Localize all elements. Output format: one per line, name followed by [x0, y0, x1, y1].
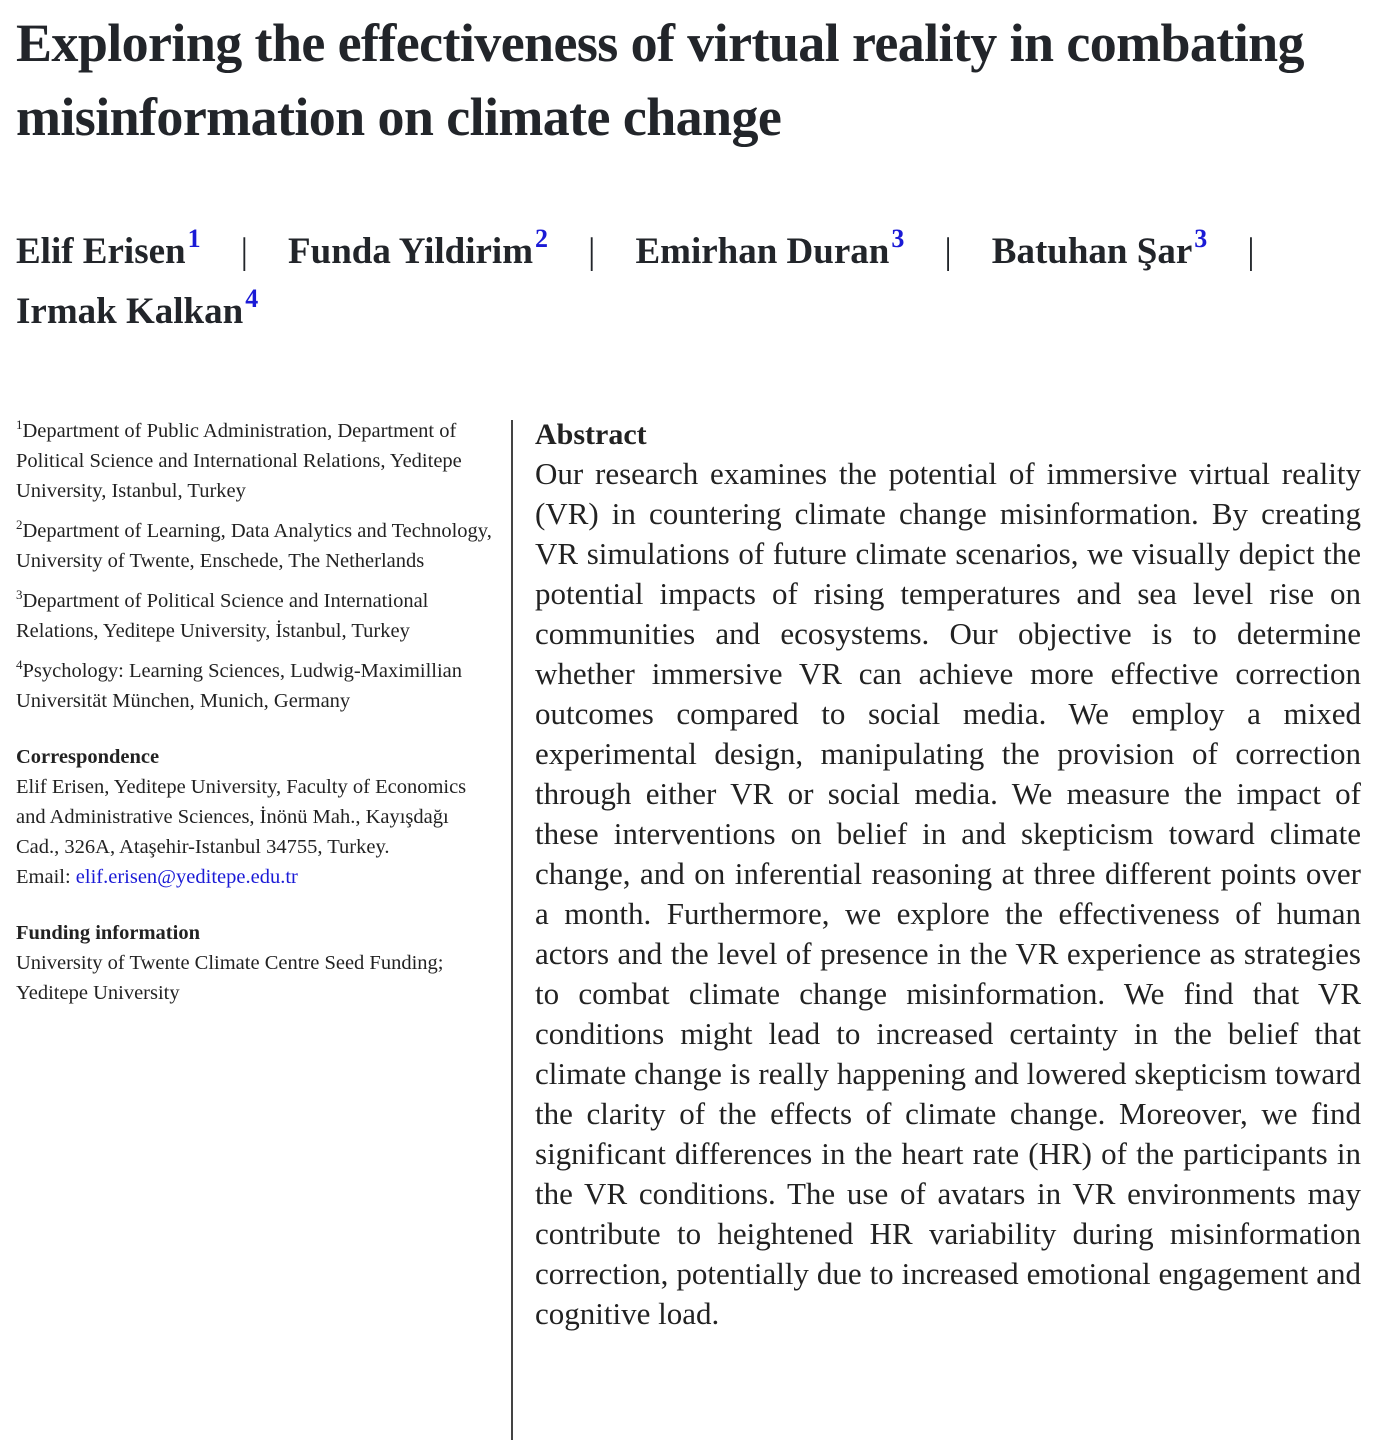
- affiliation-text: Department of Political Science and International Relations, Yeditepe University, İstanbul, Turkey: [16, 590, 429, 642]
- affiliation-number: 2: [16, 517, 23, 532]
- email-label: Email:: [16, 866, 71, 888]
- author-name: [288, 224, 549, 272]
- affiliation-entry: [16, 586, 496, 646]
- author-name-text: Elif Erisen: [16, 231, 186, 272]
- correspondence-heading: Correspondence: [16, 746, 160, 768]
- affiliation-number: 1: [16, 417, 23, 432]
- author-name: [16, 284, 259, 332]
- author-name: [991, 224, 1208, 272]
- author-name-text: Batuhan Şar: [991, 231, 1193, 272]
- abstract-text: Our research examines the potential of immersive virtual reality (VR) in countering climate change misinformation. By creating VR simulations of future climate scenarios, we visually depict the potential impacts of rising temperatures and sea level rise on communities and ecosystems. Our objective is to determine whether immersive VR can achieve more effective correction outcomes compared to social media. We employ a mixed experimental design, manipulating the provision of correction through either VR or social media. We measure the impact of these interventions on belief in and skepticism toward climate change, and on inferential reasoning at three different points over a month. Furthermore, we explore the effectiveness of human actors and the level of presence in the VR experience as strategies to combat climate change misinformation. We find that VR conditions might lead to increased certainty in the belief that climate change is really happening and lowered skepticism toward the clarity of the effects of climate change. Moreover, we find significant differences in the heart rate (HR) of the participants in the VR conditions. The use of avatars in VR environments may contribute to heightened HR variability during misinformation correction, potentially due to increased emotional engagement and cognitive load.: [535, 456, 1361, 1331]
- author-separator: |: [1247, 231, 1255, 272]
- affiliation-number: 3: [16, 587, 23, 602]
- affiliation-entry: [16, 516, 496, 576]
- author-name-text: Funda Yildirim: [288, 231, 534, 272]
- affiliation-marker[interactable]: 2: [535, 224, 549, 253]
- affiliation-entry: [16, 656, 496, 716]
- affiliation-text: Department of Public Administration, Department of Political Science and International Relations, Yeditepe University, Istanbul, Turkey: [16, 420, 462, 502]
- affiliation-marker[interactable]: 3: [891, 224, 905, 253]
- author-name-text: Irmak Kalkan: [16, 291, 244, 332]
- author-separator: |: [240, 231, 249, 272]
- paper-title: Exploring the effectiveness of virtual reality in combating misinformation on climate change: [16, 13, 1304, 147]
- correspondence-address: Elif Erisen, Yeditepe University, Faculty of Economics and Administrative Sciences, İnönü Mah., Kayışdağı Cad., 326A, Ataşehir-Istanbul 34755, Turkey.: [16, 776, 467, 858]
- author-list: [16, 222, 1386, 342]
- abstract-heading: Abstract: [535, 418, 647, 451]
- affiliation-text: Department of Learning, Data Analytics and Technology, University of Twente, Enschede, The Netherlands: [16, 520, 492, 572]
- affiliation-text: Psychology: Learning Sciences, Ludwig-Maximillian Universität München, Munich, Germany: [16, 660, 463, 712]
- funding-heading: Funding information: [16, 922, 200, 944]
- author-separator: |: [944, 231, 952, 272]
- funding-text: University of Twente Climate Centre Seed Funding; Yeditepe University: [16, 952, 444, 1004]
- author-name: [635, 224, 905, 272]
- email-link[interactable]: elif.erisen@yeditepe.edu.tr: [75, 866, 298, 888]
- affiliation-number: 4: [16, 657, 23, 672]
- affiliation-marker[interactable]: 1: [187, 224, 201, 253]
- affiliation-marker[interactable]: 4: [245, 284, 259, 313]
- affiliation-marker[interactable]: 3: [1194, 224, 1208, 253]
- author-separator: |: [588, 231, 596, 272]
- author-name-text: Emirhan Duran: [635, 231, 890, 272]
- sidebar-info: [16, 416, 496, 1008]
- correspondence-email: [16, 862, 496, 892]
- column-divider: [511, 420, 513, 1440]
- affiliation-entry: [16, 416, 496, 506]
- author-name: [16, 224, 201, 272]
